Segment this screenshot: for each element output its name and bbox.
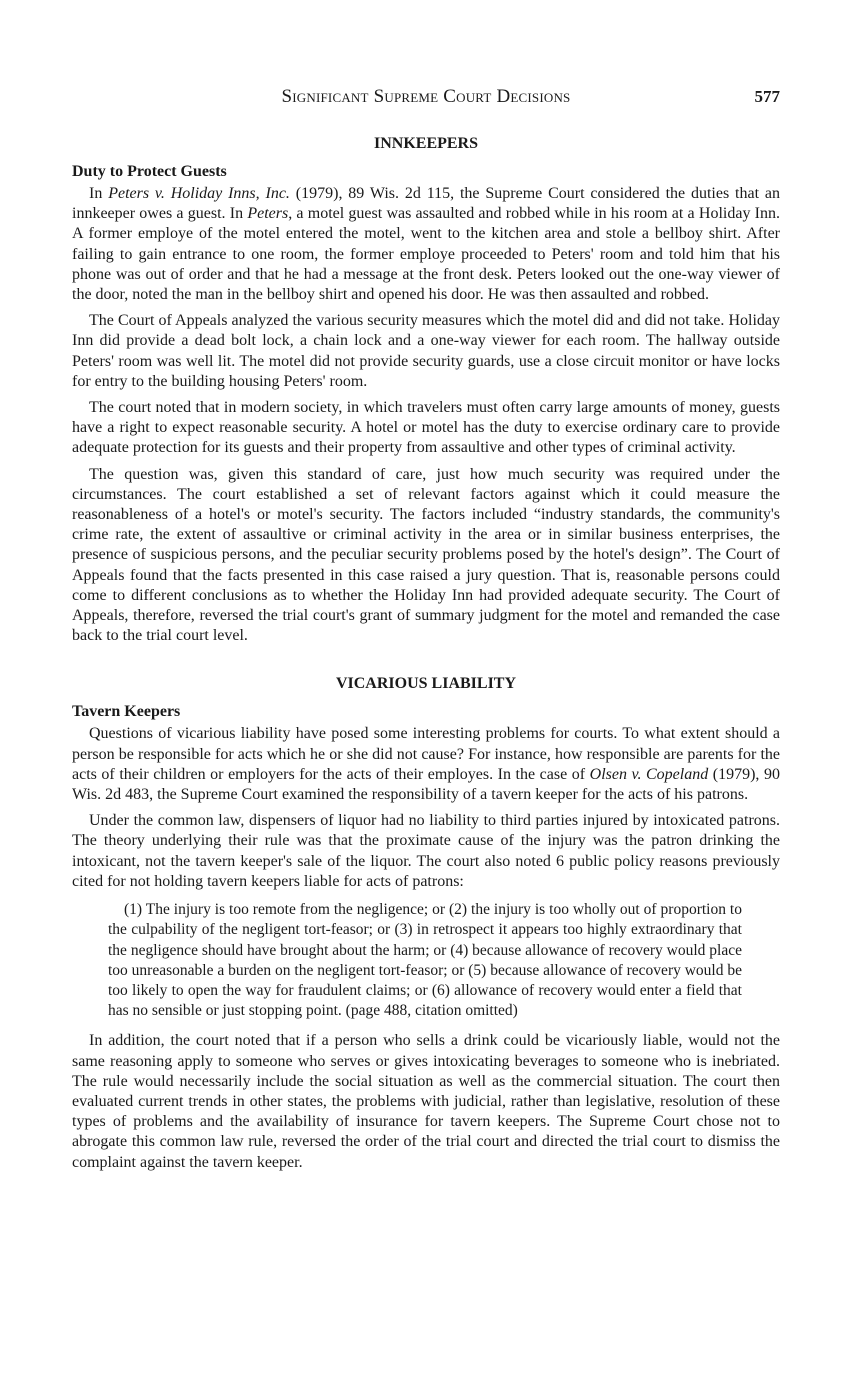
text-run: In [89,185,109,202]
subhead-tavern-keepers: Tavern Keepers [72,703,181,721]
paragraph-security-measures: The Court of Appeals analyzed the various security measures which the motel did and did not take. Holiday Inn did provide a dead bolt lock, a chain lock and a one-way viewer for each room. The hallway outside Peters' room was well lit. The motel did not provide security guards, use a close circuit monitor or have locks for entry to the building housing Peters' room. [72,312,780,390]
subhead-duty-to-protect-guests: Duty to Protect Guests [72,163,227,180]
paragraph-common-law: Under the common law, dispensers of liquor had no liability to third parties injured by intoxicated patrons. The theory underlying their rule was that the proximate cause of the injury was the patron drinking the intoxicant, not the tavern keeper's sale of the liquor. The court also noted 6 public policy reasons previously cited for not holding tavern keepers liable for acts of patrons: [72,812,780,890]
section-gap [72,652,780,674]
case-name: Peters v. Holiday Inns, Inc. [108,185,290,202]
paragraph-standard-of-care: The question was, given this standard of care, just how much security was required under the circumstances. The court established a set of relevant factors against which it could measure the reasonableness of a hotel's or motel's security. The factors included “industry standards, the community's crime rate, the extent of assaultive or criminal activity in the area or in similar business enterprises, the presence of suspicious persons, and the peculiar security problems posed by the hotel's design”. The Court of Appeals found that the facts presented in this case raised a jury question. That is, reasonable persons could come to different conclusions as to whether the Holiday Inn had provided adequate security. The Court of Appeals, therefore, reversed the trial court's grant of summary judgment for the motel and remanded the case back to the trial court level. [72,465,780,645]
case-name-short: Peters [247,205,289,223]
page-body [72,134,780,1179]
text-run: , a motel guest was assaulted and robbed while in his room at a Holiday Inn. A former employe of the motel entered the motel, went to the kitchen area and stole a bellboy shirt. After failing to gain entrance to one room, the former employe proceeded to Peters' room and told him that his phone was out of order and that he had a message at the front desk. Peters looked out the one-way viewer of the door, noted the man in the bellboy shirt and opened his door. He was then assaulted and robbed. [72,205,780,304]
page-number: 577 [754,87,780,106]
text-run: Questions of vicarious liability have posed some interesting problems for courts. To what extent should a person be responsible for acts which he or she did not cause? For instance, how responsible are parents for the acts of their children or employers for the acts of their employes. In the case of [72,725,780,783]
section-title-vicarious-liability: VICARIOUS LIABILITY [335,675,517,693]
section-title-innkeepers: INNKEEPERS [373,135,479,152]
paragraph-olsen-intro [72,724,780,805]
paragraph-court-conclusion: In addition, the court noted that if a person who sells a drink could be vicariously liable, would not the same reasoning apply to someone who serves or gives intoxicating beverages to someone who is inebriated. The rule would necessarily include the social situation as well as the commercial situation. The court then evaluated current trends in other states, the problems with judicial, rather than legislative, resolution of these types of problems and the availability of insurance for tavern keepers. The Supreme Court chose not to abrogate this common law rule, reversed the order of the trial court and directed the trial court to dismiss the complaint against the tavern keeper. [72,1032,780,1171]
case-name: Olsen v. Copeland [589,765,709,783]
text-run: (1979), 89 Wis. 2d 115, the Supreme Court considered the duties that an innkeeper owes a guest. In [72,185,781,223]
paragraph-peters-facts [72,184,780,305]
running-title: Significant Supreme Court Decisions [281,86,571,107]
running-header [72,86,780,110]
block-quote-policy-reasons: (1) The injury is too remote from the negligence; or (2) the injury is too wholly out of proportion to the culpability of the negligent tort-feasor; or (3) in retrospect it appears too highly extraordinary that the negligence should have brought about the harm; or (4) because allowance of recovery would place too unreasonable a burden on the negligent tort-feasor; or (5) because allowance of recovery would be too likely to open the way for fraudulent claims; or (6) allowance of recovery would enter a field that has no sensible or just stopping point. (page 488, citation omitted) [108,901,742,1020]
paragraph-reasonable-security: The court noted that in modern society, in which travelers must often carry large amounts of money, guests have a right to expect reasonable security. A hotel or motel has the duty to exercise ordinary care to provide adequate protection for its guests and their property from assaultive and other types of criminal activity. [72,399,780,457]
text-run: (1979), 90 Wis. 2d 483, the Supreme Court examined the responsibility of a tavern keeper for the acts of his patrons. [72,765,780,804]
